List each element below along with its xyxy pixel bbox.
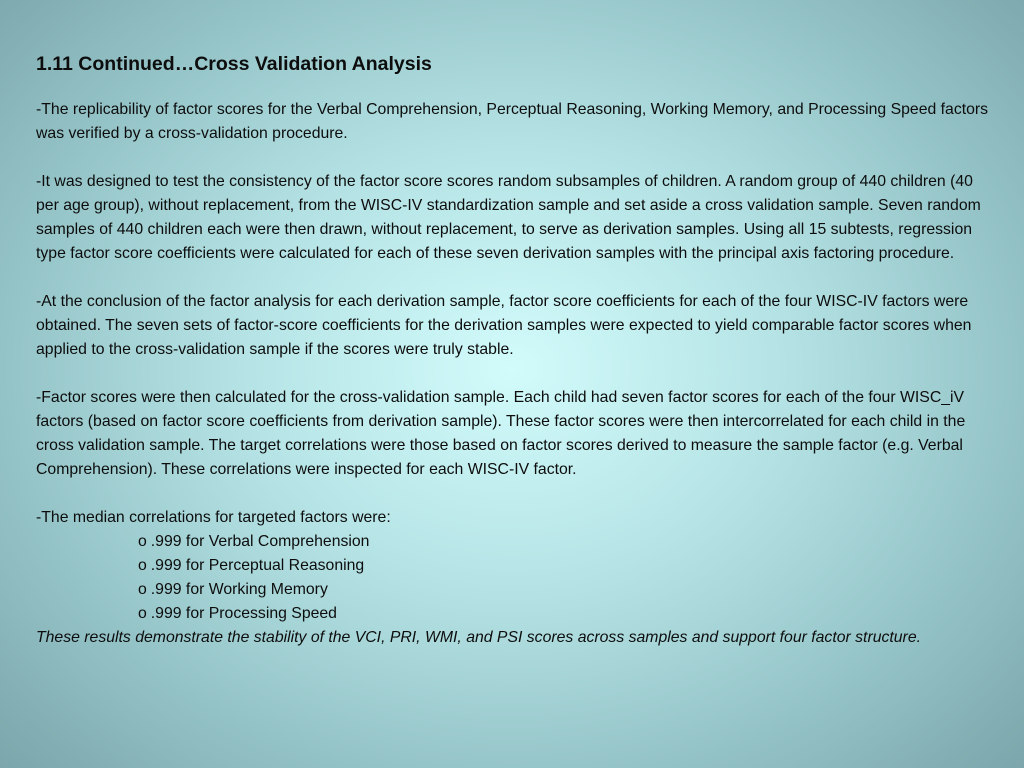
paragraph-design: -It was designed to test the consistency of the factor score scores random subsamples of children. A random group of 440 children (40 per age group), without replacement, from the WISC-IV standardization sample and set aside a cross validation sample. Seven random samples of 440 children each were then drawn, without replacement, to serve as derivation samples. Using all 15 subtests, regression type factor score coefficients were calculated for each of these seven derivation samples with the principal axis factoring procedure. [36, 173, 981, 262]
bullet-icon: o [138, 605, 147, 622]
paragraph-factor-scores: -Factor scores were then calculated for the cross-validation sample. Each child had seven factor scores for each of the four WISC_iV factors (based on factor score coefficients from derivation sample). These factor scores were then intercorrelated for each child in the cross validation sample. The target correlations were those based on factor scores derived to measure the sample factor (e.g. Verbal Comprehension). These correlations were inspected for each WISC-IV factor. [36, 389, 966, 478]
correlation-list [36, 530, 998, 626]
list-item [138, 578, 998, 602]
bullet-icon: o [138, 581, 147, 598]
paragraph-conclusion-of-analysis: -At the conclusion of the factor analysis for each derivation sample, factor score coefficients for each of the four WISC-IV factors were obtained. The seven sets of factor-score coefficients for the derivation samples were expected to yield comparable factor scores when applied to the cross-validation sample if the scores were truly stable. [36, 293, 972, 358]
bullet-icon: o [138, 533, 147, 550]
list-item-text: .999 for Verbal Comprehension [150, 533, 370, 550]
slide-title: 1.11 Continued…Cross Validation Analysis [36, 53, 432, 75]
paragraph-median-correlations: -The median correlations for targeted factors were: [36, 509, 391, 526]
list-item [138, 554, 998, 578]
paragraph-replicability: -The replicability of factor scores for the Verbal Comprehension, Perceptual Reasoning, Working Memory, and Processing Speed factors was verified by a cross-validation procedure. [36, 101, 989, 142]
list-item [138, 530, 998, 554]
list-item-text: .999 for Working Memory [150, 581, 328, 598]
conclusion-text: These results demonstrate the stability of the VCI, PRI, WMI, and PSI scores across samples and support four factor structure. [36, 629, 921, 646]
list-item [138, 602, 998, 626]
list-item-text: .999 for Perceptual Reasoning [150, 557, 365, 574]
bullet-icon: o [138, 557, 147, 574]
list-item-text: .999 for Processing Speed [150, 605, 337, 622]
slide-content [36, 50, 998, 650]
